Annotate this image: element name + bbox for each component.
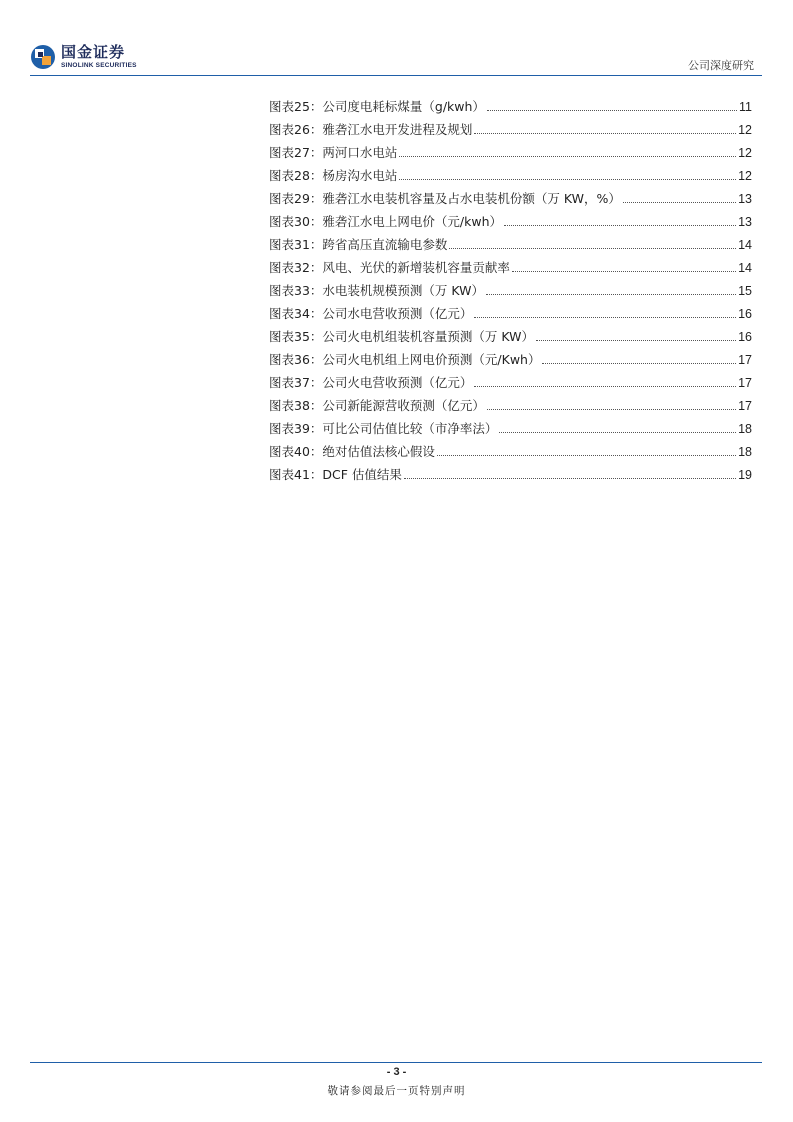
figure-list: [269, 95, 752, 486]
toc-entry-page: 12: [738, 169, 752, 183]
toc-dot-leader: [542, 363, 736, 364]
toc-entry-page: 18: [738, 422, 752, 436]
toc-entry-title: 图表34：公司水电营收预测（亿元）: [269, 306, 473, 321]
toc-entry-page: 13: [738, 192, 752, 206]
toc-entry-page: 12: [738, 146, 752, 160]
toc-dot-leader: [474, 386, 736, 387]
company-logo: [30, 44, 137, 70]
page-number: - 3 -: [386, 1066, 407, 1078]
toc-entry-title: 图表30：雅砻江水电上网电价（元/kwh）: [269, 214, 503, 229]
toc-entry-page: 14: [738, 238, 752, 252]
toc-entry[interactable]: [269, 417, 752, 440]
toc-entry-title: 图表37：公司火电营收预测（亿元）: [269, 375, 473, 390]
toc-dot-leader: [623, 202, 736, 203]
logo-chinese-name: 国金证券: [61, 43, 126, 61]
toc-entry-title: 图表32：风电、光伏的新增装机容量贡献率: [269, 260, 510, 275]
toc-entry-title: 图表26：雅砻江水电开发进程及规划: [269, 122, 473, 137]
disclaimer-text: 敬请参阅最后一页特别声明: [327, 1085, 466, 1097]
header-divider: [30, 75, 762, 76]
toc-entry[interactable]: [269, 164, 752, 187]
toc-entry-title: 图表27：两河口水电站: [269, 145, 398, 160]
toc-dot-leader: [536, 340, 736, 341]
toc-entry[interactable]: [269, 279, 752, 302]
toc-entry-title: 图表40：绝对估值法核心假设: [269, 444, 435, 459]
toc-entry-title: 图表39：可比公司估值比较（市净率法）: [269, 421, 498, 436]
toc-entry-page: 17: [738, 353, 752, 367]
toc-entry[interactable]: [269, 256, 752, 279]
toc-entry[interactable]: [269, 394, 752, 417]
toc-entry[interactable]: [269, 440, 752, 463]
document-type: 公司深度研究: [688, 59, 754, 72]
toc-dot-leader: [474, 317, 736, 318]
toc-dot-leader: [404, 478, 736, 479]
toc-dot-leader: [504, 225, 736, 226]
footer-divider: [30, 1062, 762, 1063]
toc-entry[interactable]: [269, 233, 752, 256]
toc-entry-page: 11: [739, 100, 752, 114]
logo-english-name: SINOLINK SECURITIES: [61, 61, 137, 69]
toc-entry-title: 图表35：公司火电机组装机容量预测（万 KW）: [269, 329, 534, 344]
toc-entry-title: 图表36：公司火电机组上网电价预测（元/Kwh）: [269, 352, 541, 367]
toc-entry[interactable]: [269, 325, 752, 348]
toc-entry-page: 15: [738, 284, 752, 298]
toc-dot-leader: [486, 294, 736, 295]
toc-entry-title: 图表25：公司度电耗标煤量（g/kwh）: [269, 99, 485, 114]
toc-entry[interactable]: [269, 302, 752, 325]
toc-entry-title: 图表41：DCF 估值结果: [269, 467, 402, 482]
toc-entry-title: 图表28：杨房沟水电站: [269, 168, 398, 183]
toc-entry-page: 12: [738, 123, 752, 137]
toc-dot-leader: [399, 179, 736, 180]
toc-entry[interactable]: [269, 348, 752, 371]
toc-entry[interactable]: [269, 371, 752, 394]
toc-dot-leader: [474, 133, 736, 134]
logo-mark-icon: [30, 44, 56, 70]
toc-dot-leader: [512, 271, 736, 272]
toc-entry-page: 19: [738, 468, 752, 482]
toc-entry-page: 16: [738, 330, 752, 344]
toc-dot-leader: [499, 432, 736, 433]
toc-dot-leader: [437, 455, 736, 456]
toc-entry-title: 图表38：公司新能源营收预测（亿元）: [269, 398, 485, 413]
toc-entry-page: 16: [738, 307, 752, 321]
toc-entry[interactable]: [269, 210, 752, 233]
toc-entry-page: 17: [738, 399, 752, 413]
toc-entry-page: 18: [738, 445, 752, 459]
toc-entry[interactable]: [269, 141, 752, 164]
page-header: [30, 40, 762, 80]
toc-entry-page: 14: [738, 261, 752, 275]
toc-entry-title: 图表33：水电装机规模预测（万 KW）: [269, 283, 484, 298]
toc-entry-page: 17: [738, 376, 752, 390]
toc-dot-leader: [449, 248, 736, 249]
toc-entry[interactable]: [269, 463, 752, 486]
toc-entry-title: 图表31：跨省高压直流输电参数: [269, 237, 448, 252]
toc-entry[interactable]: [269, 187, 752, 210]
toc-dot-leader: [487, 110, 737, 111]
toc-entry-page: 13: [738, 215, 752, 229]
toc-dot-leader: [399, 156, 736, 157]
toc-entry[interactable]: [269, 118, 752, 141]
toc-entry[interactable]: [269, 95, 752, 118]
toc-dot-leader: [487, 409, 736, 410]
toc-entry-title: 图表29：雅砻江水电装机容量及占水电装机份额（万 KW，%）: [269, 191, 621, 206]
